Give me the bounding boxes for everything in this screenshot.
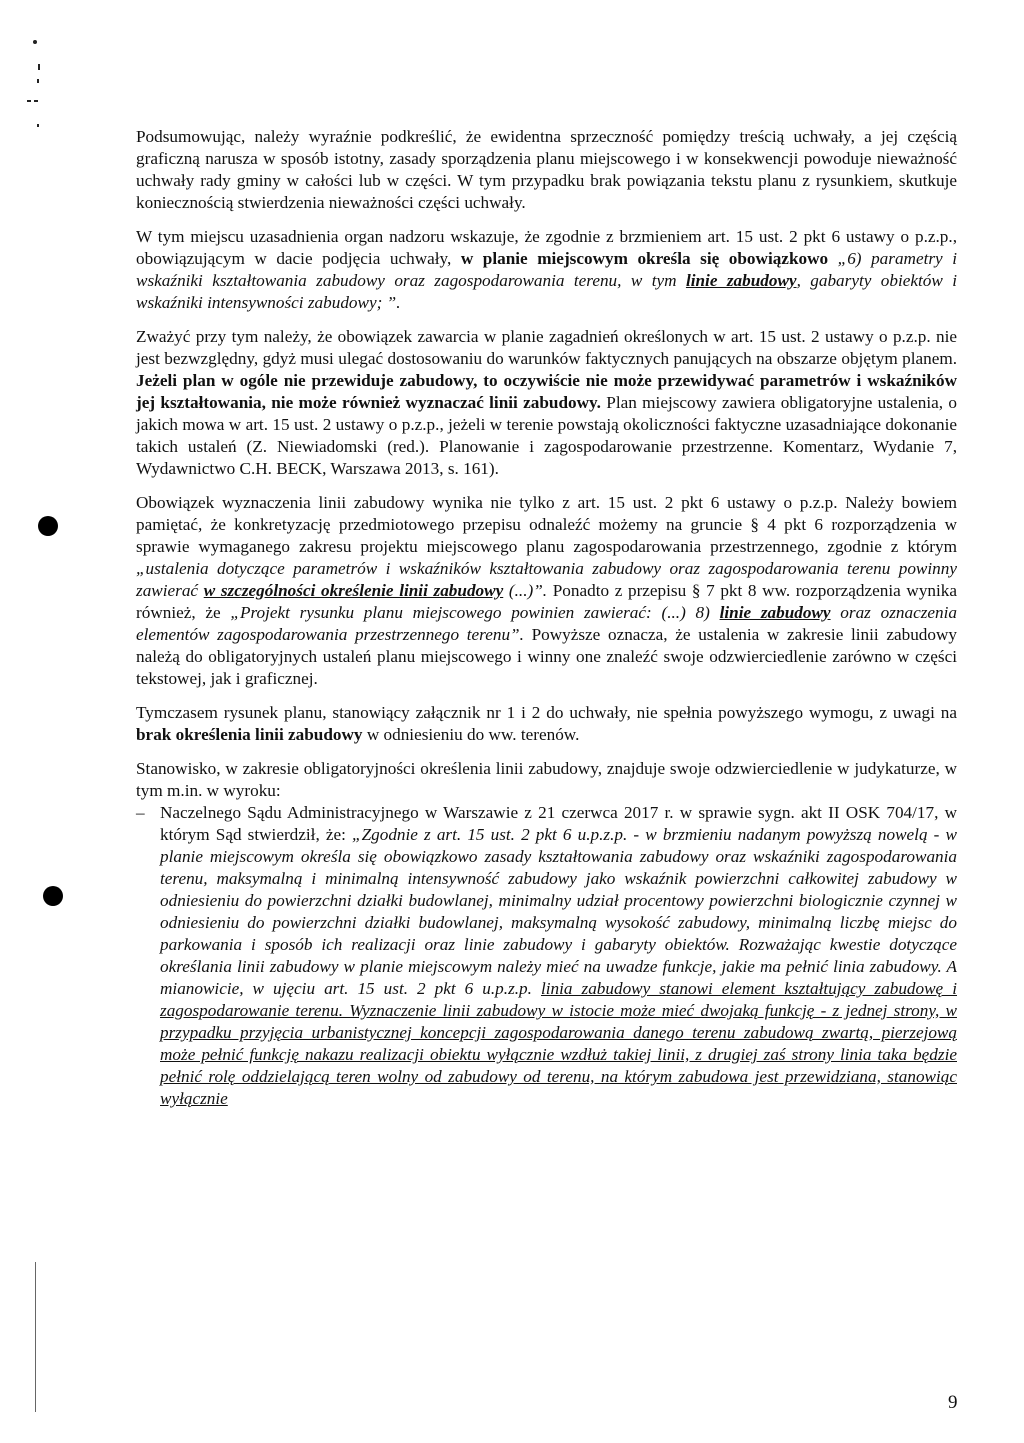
bold-text: brak określenia linii zabudowy: [136, 725, 363, 744]
bold-text: w planie miejscowym określa się obowiązkowo: [460, 249, 829, 268]
text-run: W tym miejscu uzasadnienia organ nadzoru wskazuje, że zgodnie z brzmieniem art. 15 ust. 2 pkt 6 ustawy o p.z.p., obowiązującym w dacie podjęcia uchwały,: [136, 227, 957, 268]
paragraph-summary: [136, 126, 957, 214]
list-dash: –: [136, 803, 145, 822]
scan-mark: [38, 64, 40, 70]
underlined-quote: linia zabudowy stanowi element kształtujący zabudowę i zagospodarowanie terenu. Wyznaczenie linii zabudowy w istocie może mieć dwojaką funkcję - z jednej strony, w przypadku przyjęcia urbanistycznej koncepcji zagospodarowania danego terenu zabudową zwartą, pierzejową może pełnić funkcję nakazu realizacji obiektu wyłącznie wzdłuż takiej linii, z drugiej zaś strony linia taka będzie pełnić rolę oddzielającą teren wolny od zabudowy od terenu, na którym zabudowa jest przewidziana, stanowiąc wyłącznie: [160, 979, 957, 1108]
quote-text: (...)”.: [503, 581, 548, 600]
paragraph-jurisprudence: [136, 758, 957, 802]
scan-mark: [33, 40, 37, 44]
underlined-term: linie zabudowy: [685, 271, 797, 290]
bold-text: Jeżeli plan w ogóle nie przewiduje zabudowy, to oczywiście nie może przewidywać parametrów i wskaźników jej kształtowania, nie może również wyznaczać linii zabudowy.: [136, 371, 957, 412]
text-run: w odniesieniu do ww. terenów.: [362, 725, 580, 744]
document-body: [136, 126, 957, 1110]
punch-hole: [38, 516, 58, 536]
text-run: Powyższe oznacza, że ustalenia w zakresie linii zabudowy należą do obligatoryjnych ustaleń planu miejscowego i winny one znaleźć swoje odzwierciedlenie zarówno w części tekstowej, jak i graficznej.: [136, 625, 957, 688]
quote-text: „ustalenia dotyczące parametrów i wskaźników kształtowania zabudowy oraz zagospodarowania terenu powinny zawierać: [136, 559, 957, 600]
margin-line: [35, 1262, 36, 1412]
scan-mark: [27, 100, 31, 102]
scan-mark: [37, 124, 39, 127]
paragraph-text: Podsumowując, należy wyraźnie podkreślić, że ewidentna sprzeczność pomiędzy treścią uchwały, a jej częścią graficzną narusza w sposób istotny, zasady sporządzenia planu miejscowego i w konsekwencji powoduje nieważność uchwały rady gminy w całości lub w części. W tym przypadku brak powiązania tekstu planu z rysunkiem, skutkuje koniecznością stwierdzenia nieważności części uchwały.: [136, 127, 957, 212]
quote-text: oraz oznaczenia elementów zagospodarowania przestrzennego terenu”.: [136, 603, 957, 644]
text-run: Zważyć przy tym należy, że obowiązek zawarcia w planie zagadnień określonych w art. 15 ust. 2 ustawy o p.z.p. nie jest bezwzględny, gdyż musi ulegać dostosowaniu do warunków faktycznych panujących na obszarze objętym planem.: [136, 327, 957, 368]
quote-text: , gabaryty obiektów i wskaźniki intensywności zabudowy; ”.: [136, 271, 957, 312]
quote-text: „Zgodnie z art. 15 ust. 2 pkt 6 u.p.z.p. - w brzmieniu nadanym powyższą nowelą - w planie miejscowym określa się obowiązkowo zasady kształtowania zabudowy oraz wskaźniki zagospodarowania terenu, maksymalną i minimalną intensywność zabudowy jako wskaźnik powierzchni całkowitej zabudowy w odniesieniu do powierzchni działki budowlanej, minimalny udział procentowy powierzchni biologicznie czynnej w odniesieniu do powierzchni działki budowlanej, maksymalną wysokość zabudowy, minimalną liczbę miejsc do parkowania i sposób ich realizacji oraz linie zabudowy i gabaryty obiektów. Rozważając kwestie dotyczące określania linii zabudowy w planie miejscowym należy mieć na uwadze funkcje, jakie ma pełnić linia zabudowy. A mianowicie, w ujęciu art. 15 ust. 2 pkt 6 u.p.z.p.: [160, 825, 957, 998]
scan-mark: [37, 79, 39, 83]
quote-text: „6) parametry i wskaźniki kształtowania zabudowy oraz zagospodarowania terenu, w tym: [136, 249, 957, 290]
paragraph-obligation: [136, 326, 957, 480]
punch-hole: [43, 886, 63, 906]
underlined-term: linie zabudowy: [719, 603, 831, 622]
quote-text: „Projekt rysunku planu miejscowego powinien zawierać: (...) 8): [230, 603, 720, 622]
text-run: Obowiązek wyznaczenia linii zabudowy wynika nie tylko z art. 15 ust. 2 pkt 6 ustawy o p.z.p. Należy bowiem pamiętać, że konkretyzację przedmiotowego przepisu odnaleźć możemy na gruncie § 4 pkt 6 rozporządzenia w sprawie wymaganego zakresu projektu miejscowego planu zagospodarowania przestrzennego, zgodnie z którym: [136, 493, 957, 556]
text-run: Tymczasem rysunek planu, stanowiący załącznik nr 1 i 2 do uchwały, nie spełnia powyższego wymogu, z uwagi na: [136, 703, 957, 722]
underlined-term: w szczególności określenie linii zabudowy: [203, 581, 504, 600]
paragraph-text: Stanowisko, w zakresie obligatoryjności określenia linii zabudowy, znajduje swoje odzwierciedlenie w judykaturze, w tym m.in. w wyroku:: [136, 759, 957, 800]
scan-mark: [34, 100, 38, 102]
paragraph-article-15: [136, 226, 957, 314]
text-run: Naczelnego Sądu Administracyjnego w Warszawie z 21 czerwca 2017 r. w sprawie sygn. akt II OSK 704/17, w którym Sąd stwierdził, że:: [160, 803, 957, 844]
page-number: 9: [948, 1392, 958, 1413]
paragraph-drawing: [136, 702, 957, 746]
list-item: [136, 802, 957, 1110]
text-run: Plan miejscowy zawiera obligatoryjne ustalenia, o jakich mowa w art. 15 ust. 2 ustawy o p.z.p., jeżeli w terenie powstają okoliczności faktyczne uzasadniające dokonanie takich ustaleń (Z. Niewiadomski (red.). Planowanie i zagospodarowanie przestrzenne. Komentarz, Wydanie 7, Wydawnictwo C.H. BECK, Warszawa 2013, s. 161).: [136, 393, 957, 478]
judgment-list: [136, 802, 957, 1110]
text-run: Ponadto z przepisu § 7 pkt 8 ww. rozporządzenia wynika również, że: [136, 581, 958, 622]
paragraph-building-lines: [136, 492, 957, 690]
